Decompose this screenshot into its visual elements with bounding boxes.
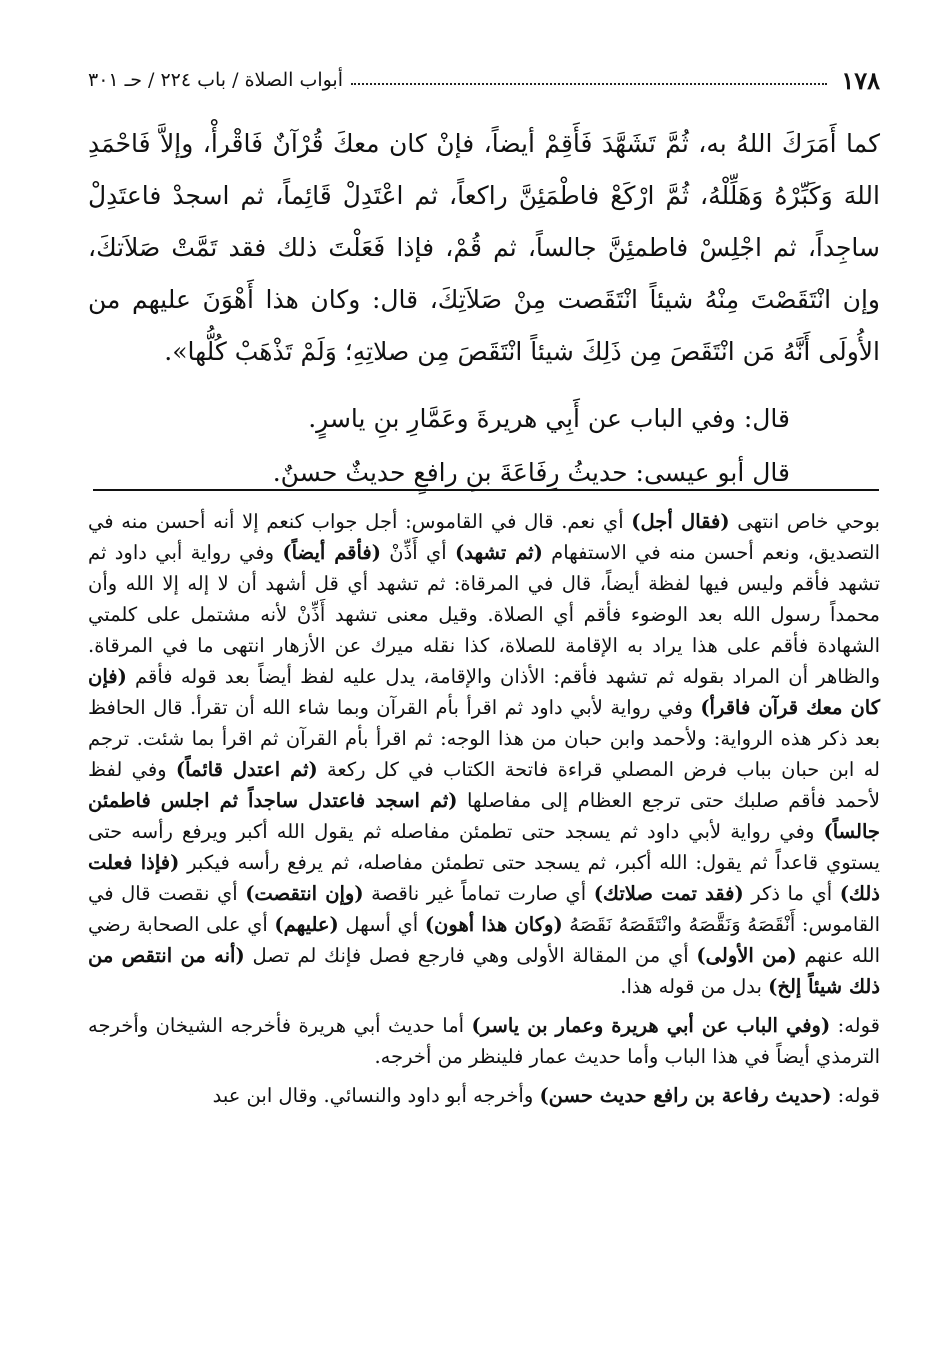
commentary-text: أي أسهل: [338, 913, 425, 936]
quoted-phrase: (فإن كان معك قرآن فاقرأ): [88, 665, 880, 719]
commentary-text: وفي رواية أبي داود ثم تشهد فأقم وليس فيها لفظة أيضاً، قال في المرقاة: ثم تشهد أي قل أشهد أن لا إله إلا الله وأن محمداً رسول الله بعد الوضوء فأقم أي الصلاة. وقيل معنى تشهد أَذِّنْ لأنه مشتمل على كلمتي الشهادة فأقم على هذا يراد به الإقامة للصلاة، كذا نقله ميرك عن الأزهار انتهى ما في المرقاة. والظاهر أن المراد بقوله ثم تشهد فأقم: الأذان والإقامة، يدل عليه لفظ أيضاً بعد قوله فأقم: [88, 541, 880, 688]
commentary-text: أي أَذِّنْ: [381, 541, 456, 564]
quoted-phrase: (فقال أجل): [631, 510, 730, 533]
quoted-phrase: (فأقم أيضاً): [282, 541, 381, 564]
commentary-text: أي ما ذكر: [743, 882, 840, 905]
quoted-phrase: (ثم اعتدل قائماً): [175, 758, 318, 781]
page-number: ١٧٨: [841, 65, 880, 95]
quoted-phrase: (فقد تمت صلاتك): [593, 882, 744, 905]
quoted-phrase: (ثم اسجد فاعتدل ساجداً ثم اجلس فاطمئن جالساً): [88, 789, 880, 843]
commentary-text: وأخرجه أبو داود والنسائي. وقال ابن عبد: [212, 1084, 540, 1107]
separator-rule: [93, 489, 879, 491]
commentary-text: قوله:: [830, 1014, 880, 1037]
quoted-phrase: (وإن انتقصت): [245, 882, 364, 905]
dotted-leader: [351, 83, 827, 85]
commentary-text: أما حديث أبي هريرة فأخرجه الشيخان وأخرجه الترمذي أيضاً في هذا الباب وأما حديث عمار فلينظر من أخرجه.: [88, 1014, 880, 1068]
commentary-text: أي صارت تماماً غير ناقصة: [363, 882, 594, 905]
quoted-phrase: (عليهم): [274, 913, 339, 936]
quoted-phrase: (وفي الباب عن أبي هريرة وعمار بن ياسر): [471, 1014, 831, 1037]
abu-isa-line: قال أبو عيسى: حديثُ رِفَاعَةَ بنِ رافعٍ حديثٌ حسنٌ.: [272, 458, 790, 487]
commentary-text: وفي رواية لأبي داود ثم اقرأ بأم القرآن وبما شاء الله أن تقرأ. قال الحافظ بعد ذكر هذه الرواية: ولأحمد وابن حبان من هذا الوجه: ثم اقرأ بأم القرآن ثم اقرأ بما شئت. ترجم له ابن حبان بباب فرض المصلي قراءة فاتحة الكتاب في كل ركعة: [88, 696, 880, 781]
commentary-text: بدل من قوله هذا.: [620, 975, 769, 998]
running-title: أبواب الصلاة / باب ٢٢٤ / حـ ٣٠١: [88, 69, 344, 91]
commentary-text: أي نعم. قال في القاموس: أجل جواب كنعم إلا أنه أحسن منه في التصديق، ونعم أحسن منه في الاستفهام: [88, 510, 880, 564]
commentary-paragraph: [88, 1080, 880, 1111]
quoted-phrase: (حديث رفاعة بن رافع حديث حسن): [539, 1084, 832, 1107]
commentary-text: بوحي خاص انتهى: [729, 510, 880, 533]
commentary-text: قوله:: [831, 1084, 880, 1107]
bab-line: قال: وفي الباب عن أَبِي هريرةَ وعَمَّارِ بنِ ياسرٍ.: [308, 404, 790, 433]
commentary-paragraph: [88, 1010, 880, 1072]
quoted-phrase: (وكان هذا أهون): [424, 913, 563, 936]
commentary-text: أي نقصت قال في القاموس: أَنْقَصَهُ وَنَقَّصَهُ وانْتَقَصَهُ نَقَصَهُ: [88, 882, 880, 936]
quoted-phrase: (ثم تشهد): [455, 541, 543, 564]
commentary-text: أي على الصحابة رضي الله عنهم: [88, 913, 880, 967]
commentary-paragraph: [88, 506, 880, 1002]
hadith-text: [88, 118, 880, 378]
hadith-remarks: [88, 392, 790, 500]
quoted-phrase: (فإذا فعلت ذلك): [88, 851, 880, 905]
commentary-text: أي من المقالة الأولى وهي فارجع فصل فإنك لم تصل: [244, 944, 697, 967]
page-header: [88, 60, 880, 100]
commentary: [88, 506, 880, 1111]
quoted-phrase: (من الأولى): [696, 944, 797, 967]
commentary-text: وفي رواية لأبي داود ثم يسجد حتى تطمئن مفاصله ثم يقول الله أكبر ويرفع رأسه حتى يستوي قاعداً ثم يقول: الله أكبر، ثم يسجد حتى تطمئن مفاصله، ثم يرفع رأسه فيكبر: [88, 820, 880, 874]
commentary-text: وفي لفظ لأحمد فأقم صلبك حتى ترجع العظام إلى مفاصلها: [88, 758, 880, 812]
quoted-phrase: (أنه من انتقص من ذلك شيئاً إلخ): [88, 944, 880, 998]
hadith-paragraph: كما أَمَرَكَ اللهُ به، ثُمَّ تَشَهَّدَ فَأَقِمْ أيضاً، فإنْ كان معكَ قُرْآنٌ فَاقْرأْ، وإلاَّ فَاحْمَدِ اللهَ وَكَبِّرْهُ وَهَلِّلْهُ، ثُمَّ ارْكَعْ فاطْمَئِنَّ راكعاً، ثم اعْتَدِلْ قَائِماً، ثم اسجدْ فاعتَدِلْ ساجِداً، ثم اجْلِسْ فاطمئِنَّ جالساً، ثم قُمْ، فإذا فَعَلْتَ ذلك فقد تَمَّتْ صَلاَتكَ، وإن انْتَقَصْتَ مِنْهُ شيئاً انْتَقَصت مِنْ صَلاَتِكَ، قال: وكان هذا أَهْوَنَ عليهم من الأُولَى أَنَّهُ مَن انْتَقَصَ مِن ذَلِكَ شيئاً انْتَقَصَ مِن صلاتِهِ؛ وَلَمْ تَذْهَبْ كُلُّها».: [88, 129, 880, 366]
